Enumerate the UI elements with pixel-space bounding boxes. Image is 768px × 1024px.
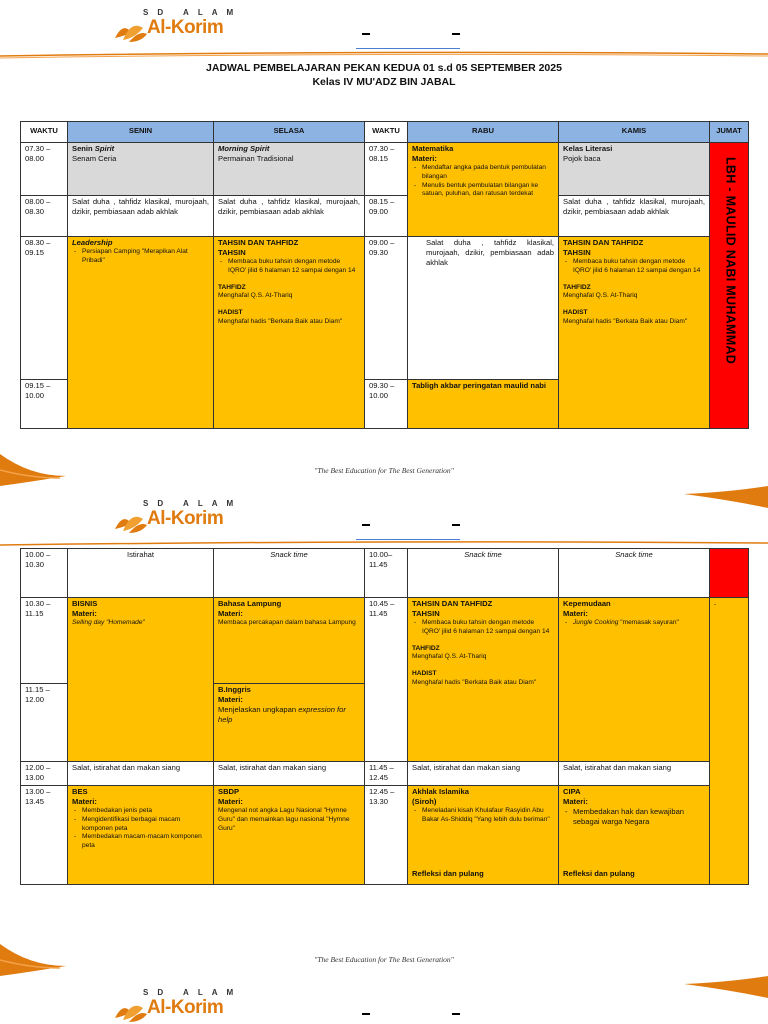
matematika-title: Matematika [412,144,454,153]
rabu-tahsin-tahfidz [407,597,559,762]
hadist-text: Menghafal hadis "Berkata Baik atau Diam" [412,679,537,687]
bes-title: BES [72,787,88,796]
header-jumat: JUMAT [709,121,749,143]
time-slot-rabu: 10.45 – 11.45 [364,597,408,762]
leadership-title: Leadership [72,238,113,247]
logo-name: Al-Korim [147,17,224,38]
selasa-makan-siang: Salat, istirahat dan makan siang [213,761,365,786]
hadist-text: Menghafal hadis "Berkata Baik atau Diam" [563,318,688,326]
senin-bes [67,785,214,885]
time-slot: 13.00 – 13.45 [20,785,68,885]
rabu-snack: Snack time [407,548,559,598]
time-slot: 10.30 – 11.15 [20,597,68,684]
binggris-title: B.Inggris [218,685,251,694]
morning-spirit-text: Permainan Tradisional [218,153,294,163]
bisnis-title: BISNIS [72,599,98,608]
senin-makan-siang: Salat, istirahat dan makan siang [67,761,214,786]
tahsin-item: - Membaca buku tahsin dengan metode IQRO' jilid 6 halaman 12 sampai dengan 14 [412,619,554,637]
kepemudaan-title: Kepemudaan [563,599,611,608]
kepemudaan-item: - Jungle Cooking "memasak sayuran" [563,619,705,628]
kamis-makan-siang: Salat, istirahat dan makan siang [558,761,710,786]
bisnis-text: Selling day "Homemade" [72,618,145,626]
senin-leadership [67,236,214,429]
lampung-title: Bahasa Lampung [218,599,282,608]
time-slot: 09.15 – 10.00 [20,379,68,429]
time-slot-rabu: 10.00– 11.45 [364,548,408,598]
senin-spirit-title: Senin Spirit [72,144,115,153]
literasi-text: Pojok baca [563,153,601,163]
cipa-materi: Materi: [563,796,588,806]
kamis-literasi [558,142,710,196]
sbdp-title: SBDP [218,787,240,796]
kamis-snack: Snack time [558,548,710,598]
senin-istirahat: Istirahat [67,548,214,598]
kepemudaan-materi: Materi: [563,608,588,618]
senin-salat-duha: Salat duha , tahfidz klasikal, murojaah, dzikir, pembiasaan adab akhlak [67,195,214,237]
rabu-tabligh-akbar: Tabligh akbar peringatan maulid nabi [407,379,559,429]
sbdp-materi: Materi: [218,796,243,806]
header-kamis: KAMIS [558,121,710,143]
cipa-item: - Membedakan hak dan kewajiban sebagai warga Negara [563,807,705,827]
logo-name: Al-Korim [147,997,224,1018]
matematika-item: - Mendaftar angka pada bentuk pembulatan bilangan [412,164,554,182]
hadist-text: Menghafal hadis "Berkata Baik atau Diam" [218,318,343,326]
binggris-text: Menjelaskan ungkapan expression for help [218,704,346,724]
sbdp-text: Mengenal not angka Lagu Nasional "Hymne Guru" dan memainkan lagu nasional "Hymne Guru" [218,806,350,832]
tahfidz-label: TAHFIDZ [218,283,246,291]
tahsin-block-title: TAHSIN DAN TAHFIDZ [412,599,493,608]
cipa-title: CIPA [563,787,581,796]
akhlak-sub: (Siroh) [412,796,437,806]
tahsin-label: TAHSIN [412,608,440,618]
hadist-label: HADIST [563,309,588,317]
bisnis-materi: Materi: [72,608,97,618]
header-dash-right [452,33,460,35]
matematika-materi: Materi: [412,153,437,163]
time-slot: 07.30 – 08.00 [20,142,68,196]
logo-sd-alam: SD ALAM [143,988,243,997]
header-dash-left [362,33,370,35]
tahfidz-label: TAHFIDZ [563,283,591,291]
tahsin-item: - Membaca buku tahsin dengan metode IQRO' jilid 6 halaman 12 sampai dengan 14 [563,258,705,276]
senin-senam [67,142,214,196]
time-slot: 11.15 – 12.00 [20,683,68,762]
time-slot: 12.00 – 13.00 [20,761,68,786]
selasa-sbdp [213,785,365,885]
leaf-icon [113,998,149,1024]
leadership-item: - Persiapan Camping "Merapikan Alat Pribadi" [72,248,209,266]
bes-item: - Membedakan jenis peta [72,807,209,816]
time-slot-rabu: 07.30 – 08.15 [364,142,408,196]
time-slot: 08.30 – 09.15 [20,236,68,380]
header-selasa: SELASA [213,121,365,143]
selasa-binggris [213,683,365,762]
kamis-tahsin-tahfidz [558,236,710,429]
logo-name: Al-Korim [147,508,224,529]
header-rabu: RABU [407,121,559,143]
lampung-materi: Materi: [218,608,243,618]
rabu-salat-duha: Salat duha , tahfidz klasikal, murojaah, dzikir, pembiasaan adab akhlak [407,236,559,380]
header-waktu: WAKTU [20,121,68,143]
leaf-icon [113,18,149,44]
header-dash-right [452,524,460,526]
tahsin-label: TAHSIN [218,247,246,257]
tahsin-block-title: TAHSIN DAN TAHFIDZ [563,238,644,247]
header-swoosh-right [680,976,768,1002]
tahsin-item: - Membaca buku tahsin dengan metode IQRO' jilid 6 halaman 12 sampai dengan 14 [218,258,360,276]
selasa-snack: Snack time [213,548,365,598]
rabu-matematika [407,142,559,237]
time-slot-rabu: 09.30 – 10.00 [364,379,408,429]
jumat-dash: - [714,601,717,608]
time-slot: 08.00 – 08.30 [20,195,68,237]
hadist-label: HADIST [412,670,437,678]
jumat-gold-cell [709,597,749,885]
morning-spirit-title: Morning Spirit [218,144,270,153]
senin-bisnis [67,597,214,762]
rabu-makan-siang: Salat, istirahat dan makan siang [407,761,559,786]
kamis-cipa [558,785,710,885]
akhlak-title: Akhlak Islamika [412,787,469,796]
jumat-banner-text: LBH - MAULID NABI MUHAMMAD [723,157,738,365]
jumat-maulid [709,142,749,429]
tahfidz-text: Menghafal Q.S. At-Thariq [563,292,638,300]
bes-materi: Materi: [72,796,97,806]
selasa-bahasa-lampung [213,597,365,684]
selasa-tahsin-tahfidz [213,236,365,429]
literasi-title: Kelas Literasi [563,144,613,153]
time-slot-rabu: 09.00 – 09.30 [364,236,408,380]
bes-item: - Mengidentifikasi berbagai macam komponen peta [72,816,209,834]
tahsin-label: TAHSIN [563,247,591,257]
jumat-red-cell [709,548,749,598]
senin-spirit-text: Senam Ceria [72,153,117,163]
hadist-label: HADIST [218,309,243,317]
time-slot-rabu: 08.15 – 09.00 [364,195,408,237]
header-waktu-2: WAKTU [364,121,408,143]
header-senin: SENIN [67,121,214,143]
header-swoosh [0,48,768,62]
tagline-1: "The Best Education for The Best Generation" [314,466,454,475]
time-slot-rabu: 12.45 – 13.30 [364,785,408,885]
time-slot-rabu: 11.45 – 12.45 [364,761,408,786]
selasa-morning-spirit [213,142,365,196]
kamis-salat-duha: Salat duha , tahfidz klasikal, murojaah, dzikir, pembiasaan adab akhlak [558,195,710,237]
time-slot: 10.00 – 10.30 [20,548,68,598]
school-logo [113,499,243,539]
tahfidz-text: Menghafal Q.S. At-Thariq [218,292,293,300]
kamis-kepemudaan [558,597,710,762]
bes-item: - Membedakan macam-macam komponen peta [72,833,209,851]
selasa-salat-duha: Salat duha , tahfidz klasikal, murojaah, dzikir, pembiasaan adab akhlak [213,195,365,237]
tahsin-block-title: TAHSIN DAN TAHFIDZ [218,238,299,247]
header-dash-right [452,1013,460,1015]
refleksi-pulang: Refleksi dan pulang [412,869,484,878]
tagline-2: "The Best Education for The Best Generation" [314,955,454,964]
page-title: JADWAL PEMBELAJARAN PEKAN KEDUA 01 s.d 05 SEPTEMBER 2025 [206,62,562,74]
header-swoosh-right [680,486,768,512]
lampung-text: Membaca percakapan dalam bahasa Lampung [218,618,356,626]
school-logo [113,8,243,48]
school-logo [113,988,243,1024]
akhlak-item: - Meneladani kisah Khulafaur Rasyidin Abu Bakar As-Shiddiq "Yang lebih dulu beriman" [412,807,554,825]
header-dash-left [362,1013,370,1015]
logo-sd-alam: SD ALAM [143,499,243,508]
header-dash-left [362,524,370,526]
tahfidz-label: TAHFIDZ [412,644,440,652]
refleksi-pulang: Refleksi dan pulang [563,869,635,878]
matematika-item: - Menulis bentuk pembulatan bilangan ke satuan, puluhan, dan ratusan terdekat [412,182,554,200]
binggris-materi: Materi: [218,694,243,704]
logo-sd-alam: SD ALAM [143,8,243,17]
rabu-akhlak-islamika [407,785,559,885]
page-subtitle: Kelas IV MU'ADZ BIN JABAL [312,76,456,88]
tahfidz-text: Menghafal Q.S. At-Thariq [412,653,487,661]
leaf-icon [113,509,149,535]
